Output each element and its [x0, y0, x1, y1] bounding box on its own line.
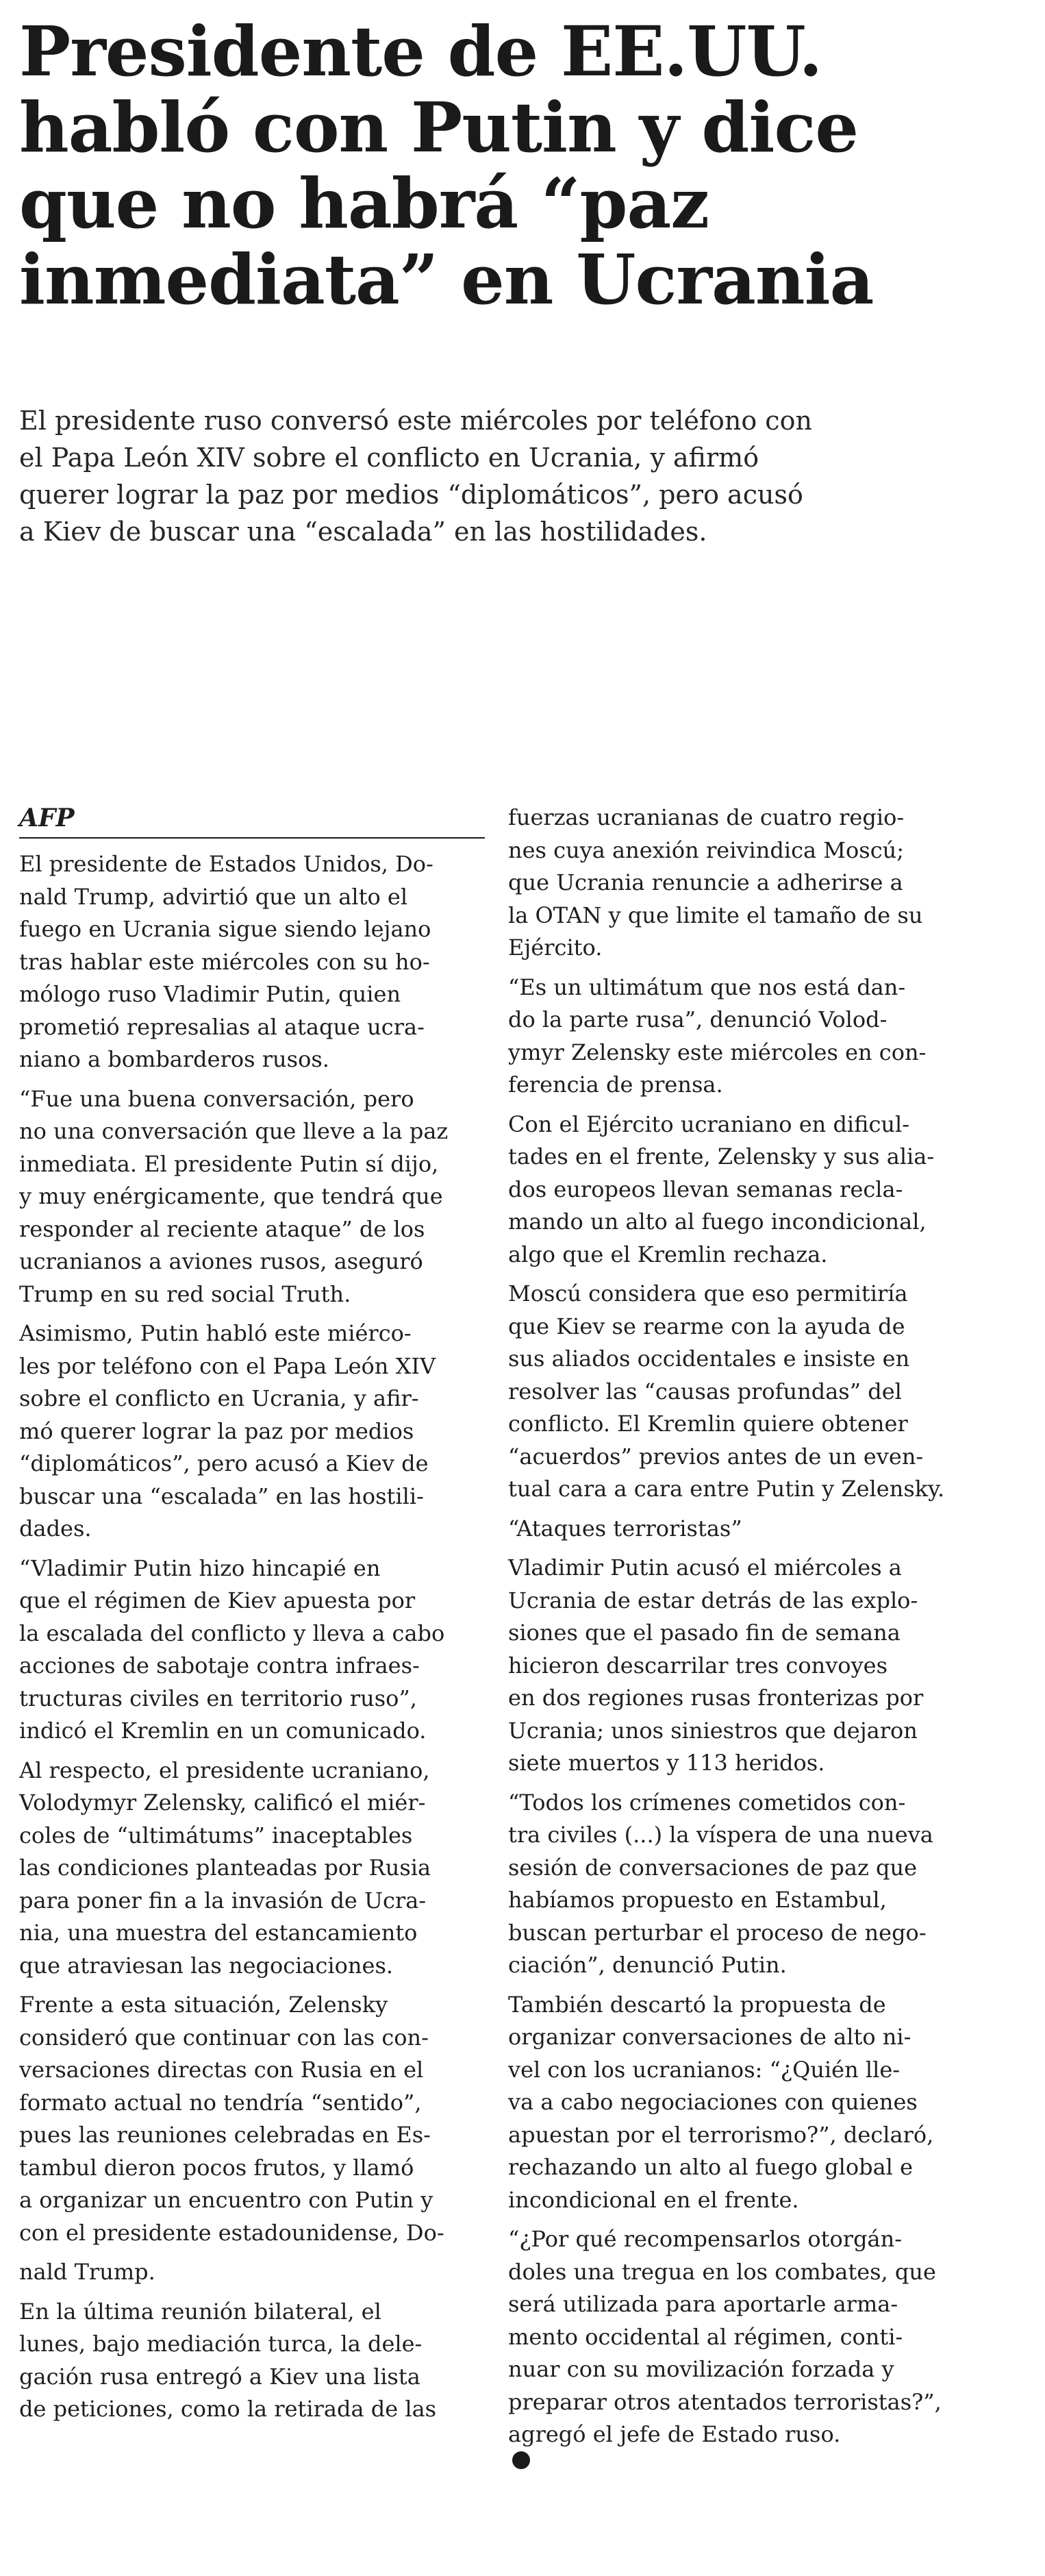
dek-line: el Papa León XIV sobre el conflicto en Ucrania, y afirmó	[19, 443, 759, 473]
paragraph: nald Trump.	[19, 2259, 155, 2285]
last-line: agregó el jefe de Estado ruso.	[508, 2418, 974, 2469]
subheading: “Ataques terroristas”	[508, 1515, 742, 1541]
paragraph: fuerzas ucranianas de cuatro regio- nes cuya anexión reivindica Moscú; que Ucrania renuncie a adherirse a la OTAN y que limite el tamaño de su Ejército.	[508, 804, 923, 961]
paragraph: “Vladimir Putin hizo hincapié en que el régimen de Kiev apuesta por la escalada del conflicto y lleva a cabo acciones de sabotaje contra infraes- tructuras civiles en territorio ruso”, indicó el Kremlin en un comunicado.	[19, 1555, 445, 1744]
paragraph: Al respecto, el presidente ucraniano, Volodymyr Zelensky, calificó el miér- coles de “ultimátums” inaceptables las condiciones planteadas por Rusia para poner fin a la invasión de Ucra- nia, una muestra del estancamiento que atraviesan las negociaciones.	[19, 1757, 431, 1979]
paragraph: Frente a esta situación, Zelensky consideró que continuar con las con- versaciones directas con Rusia en el formato actual no tendría “sentido”, pues las reuniones celebradas en Es- tambul dieron pocos frutos, y llamó a organizar un encuentro con Putin y con el presidente estadounidense, Do-	[19, 1992, 444, 2246]
headline-line: inmediata” en Ucrania	[19, 239, 874, 320]
byline: AFP	[19, 802, 485, 839]
subheadline	[19, 402, 1005, 550]
end-of-article-dot-icon	[512, 2451, 530, 2469]
paragraph: “Todos los crímenes cometidos con- tra civiles (...) la víspera de una nueva sesión de conversaciones de paz que habíamos propuesto en Estambul, buscan perturbar el proceso de nego- ciación”, denunció Putin.	[508, 1789, 933, 1978]
column-right	[508, 802, 974, 2476]
dek-line: El presidente ruso conversó este miércoles por teléfono con	[19, 406, 812, 436]
paragraph: “¿Por qué recompensarlos otorgán- doles una tregua en los combates, que será utilizada para aportarle arma- mento occidental al régimen, conti- nuar con su movilización forzada y preparar otros atentados terroristas?”, agregó el jefe de Estado ruso.	[508, 2223, 974, 2469]
paragraph: “Es un ultimátum que nos está dan- do la parte rusa”, denunció Volod- ymyr Zelensky este miércoles en con- ferencia de prensa.	[508, 974, 927, 1098]
headline	[19, 11, 1005, 320]
headline-line: habló con Putin y dice	[19, 87, 858, 168]
paragraph: “Fue una buena conversación, pero no una conversación que lleve a la paz inmediata. El presidente Putin sí dijo, y muy enérgicamente, que tendrá que responder al reciente ataque” de los ucranianos a aviones rusos, aseguró Trump en su red social Truth.	[19, 1085, 449, 1307]
paragraph: Vladimir Putin acusó el miércoles a Ucrania de estar detrás de las explo- siones que el pasado fin de semana hicieron descarrilar tres convoyes en dos regiones rusas fronterizas por Ucrania; unos siniestros que dejaron siete muertos y 113 heridos.	[508, 1555, 924, 1776]
paragraph: En la última reunión bilateral, el lunes, bajo mediación turca, la dele- gación rusa entregó a Kiev una lista de peticiones, como la retirada de las	[19, 2298, 437, 2422]
paragraph: Moscú considera que eso permitiría que Kiev se rearme con la ayuda de sus aliados occidentales e insiste en resolver las “causas profundas” del conflicto. El Kremlin quiere obtener “acuerdos” previos antes de un even- tual cara a cara entre Putin y Zelensky.	[508, 1280, 945, 1502]
column-left	[19, 802, 485, 2433]
paragraph: Asimismo, Putin habló este miérco- les por teléfono con el Papa León XIV sobre el conflicto en Ucrania, y afir- mó querer lograr la paz por medios “diplomáticos”, pero acusó a Kiev de buscar una “escalada” en las hostili- dades.	[19, 1320, 436, 1541]
dek-line: a Kiev de buscar una “escalada” en las hostilidades.	[19, 517, 707, 547]
paragraph: Con el Ejército ucraniano en dificul- tades en el frente, Zelensky y sus alia- dos europeos llevan semanas recla- mando un alto al fuego incondicional, algo que el Kremlin rechaza.	[508, 1111, 935, 1267]
dek-line: querer lograr la paz por medios “diplomáticos”, pero acusó	[19, 480, 803, 510]
headline-line: Presidente de EE.UU.	[19, 11, 822, 92]
headline-line: que no habrá “paz	[19, 163, 709, 244]
paragraph: También descartó la propuesta de organizar conversaciones de alto ni- vel con los ucranianos: “¿Quién lle- va a cabo negociaciones con quienes apuestan por el terrorismo?”, declaró, rechazando un alto al fuego global e incondicional en el frente.	[508, 1991, 934, 2213]
paragraph: El presidente de Estados Unidos, Do- nald Trump, advirtió que un alto el fuego en Ucrania sigue siendo lejano tras hablar este miércoles con su ho- mólogo ruso Vladimir Putin, quien prometió represalias al ataque ucra- niano a bombarderos rusos.	[19, 851, 433, 1072]
